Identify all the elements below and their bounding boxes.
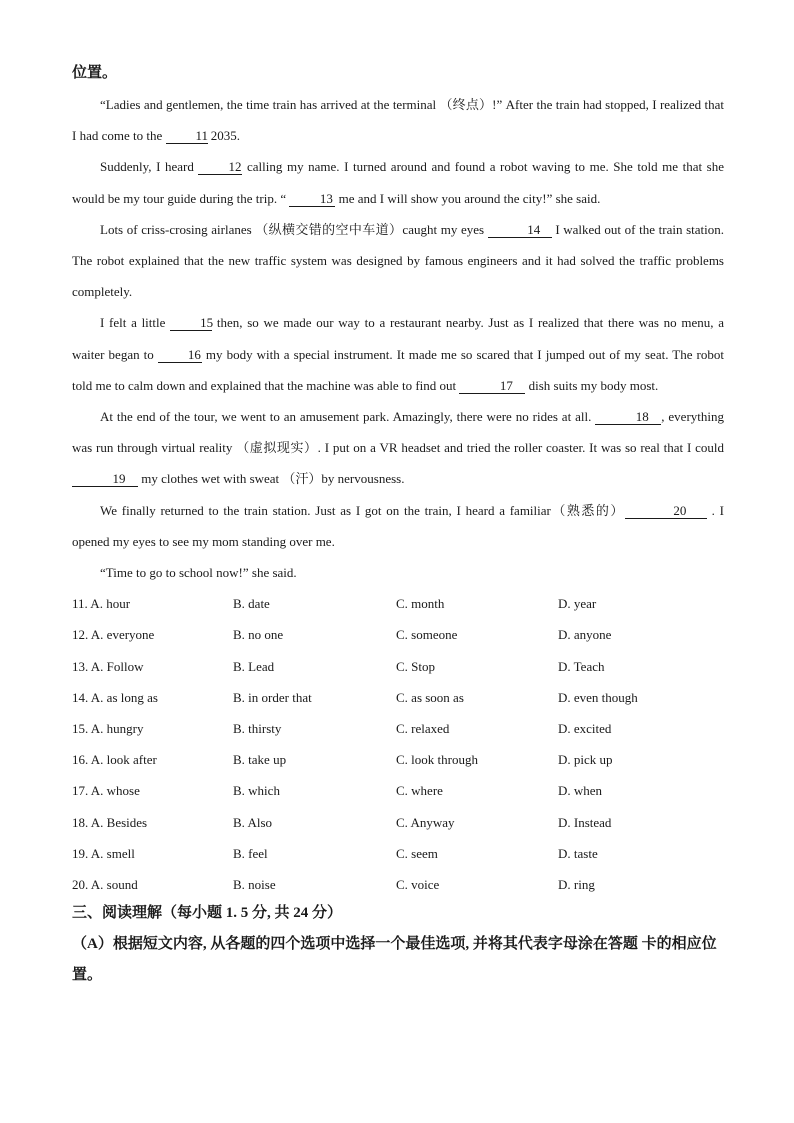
option-b: B. take up — [233, 752, 287, 768]
option-row — [72, 713, 724, 744]
option-row — [72, 775, 724, 806]
options-list — [72, 588, 724, 900]
option-a: 13. A. Follow — [72, 658, 144, 674]
blank-20: 20 — [625, 503, 707, 519]
option-b: B. feel — [233, 845, 268, 861]
option-c: C. seem — [396, 845, 438, 861]
blank-19: 19 — [72, 471, 138, 487]
option-d: D. anyone — [558, 627, 612, 643]
section-3-title: 三、阅读理解（每小题 1. 5 分, 共 24 分） — [72, 905, 343, 922]
option-b: B. Also — [233, 814, 273, 830]
blank-17: 17 — [459, 378, 525, 394]
cloze-passage — [72, 89, 724, 588]
blank-12: 12 — [198, 159, 242, 175]
option-d: D. Instead — [558, 814, 612, 830]
option-d: D. when — [558, 783, 603, 799]
option-row — [72, 744, 724, 775]
option-b: B. thirsty — [233, 721, 282, 736]
paragraph-3: Lots of criss-crosing airlanes （纵横交错的空中车道）caught my eyes 14 I walked out of the train station. The robot explained that the new traffic system was designed by famous engineers and it had solved the traffic problems completely. — [72, 221, 725, 300]
paragraph-7: “Time to go to school now!” she said. — [100, 565, 297, 581]
paragraph-2: Suddenly, I heard 12 calling my name. I turned around and found a robot waving to me. She told me that she would be my tour guide during the trip. “ 13 me and I will show you around the city!” she said. — [72, 159, 725, 206]
option-d: D. Teach — [558, 658, 605, 674]
blank-11: 11 — [166, 128, 208, 144]
option-a: 18. A. Besides — [72, 814, 148, 830]
paragraph-5: At the end of the tour, we went to an amusement park. Amazingly, there were no rides at all. 18 , everything was run through virtual reality （虚拟现实）. I put on a VR headset and tried the roller coaster. It was so real that I could 19 my clothes wet with sweat （汗）by nervousness. — [72, 409, 725, 487]
option-a: 12. A. everyone — [72, 627, 155, 643]
document-page — [72, 58, 724, 991]
option-d: D. year — [558, 596, 597, 612]
option-row — [72, 651, 724, 682]
option-c: C. where — [396, 783, 443, 799]
option-a: 16. A. look after — [72, 752, 157, 768]
option-row — [72, 619, 724, 650]
blank-13: 13 — [289, 191, 335, 207]
option-b: B. in order that — [233, 689, 312, 705]
blank-16: 16 — [158, 347, 202, 363]
option-row — [72, 869, 724, 900]
option-a: 17. A. whose — [72, 783, 140, 799]
option-c: C. as soon as — [396, 689, 464, 705]
option-d: D. taste — [558, 845, 598, 861]
option-c: C. voice — [396, 876, 440, 892]
blank-14: 14 — [488, 222, 552, 238]
option-d: D. pick up — [558, 752, 613, 768]
option-b: B. Lead — [233, 658, 275, 674]
option-row — [72, 838, 724, 869]
option-a: 14. A. as long as — [72, 689, 158, 705]
paragraph-6: We finally returned to the train station. Just as I got on the train, I heard a familiar（熟悉的） 20 . I opened my eyes to see my mom standing over me. — [72, 502, 724, 549]
option-c: C. Stop — [396, 658, 436, 674]
blank-15: 15 — [170, 315, 212, 331]
option-a: 15. A. hungry — [72, 721, 144, 736]
section-3-instruction: （A）根据短文内容, 从各题的四个选项中选择一个最佳选项, 并将其代表字母涂在答题 卡的相应位置。 — [72, 936, 717, 984]
option-row — [72, 807, 724, 838]
blank-18: 18 — [595, 409, 661, 425]
top-heading: 位置。 — [72, 65, 118, 81]
option-d: D. even though — [558, 689, 638, 705]
option-d: D. ring — [558, 876, 595, 892]
option-a: 20. A. sound — [72, 876, 138, 892]
option-row — [72, 588, 724, 619]
option-b: B. noise — [233, 876, 276, 892]
option-d: D. excited — [558, 721, 612, 736]
paragraph-4: I felt a little 15 then, so we made our way to a restaurant nearby. Just as I realized that there was no menu, a waiter began to 16 my body with a special instrument. It made me so scared that I jumped out of my seat. The robot told me to calm down and explained that the machine was able to find out 17 dish suits my body most. — [72, 315, 724, 393]
option-row — [72, 682, 724, 713]
option-b: B. no one — [233, 627, 284, 643]
option-a: 19. A. smell — [72, 845, 135, 861]
option-a: 11. A. hour — [72, 596, 131, 612]
option-c: C. look through — [396, 752, 478, 768]
option-b: B. which — [233, 783, 280, 799]
paragraph-1: “Ladies and gentlemen, the time train has arrived at the terminal （终点）!” After the train had stopped, I realized that I had come to the 11 2035. — [72, 97, 724, 144]
option-c: C. month — [396, 596, 445, 612]
option-c: C. relaxed — [396, 721, 450, 736]
option-c: C. Anyway — [396, 814, 455, 830]
option-c: C. someone — [396, 627, 458, 643]
option-b: B. date — [233, 596, 270, 612]
